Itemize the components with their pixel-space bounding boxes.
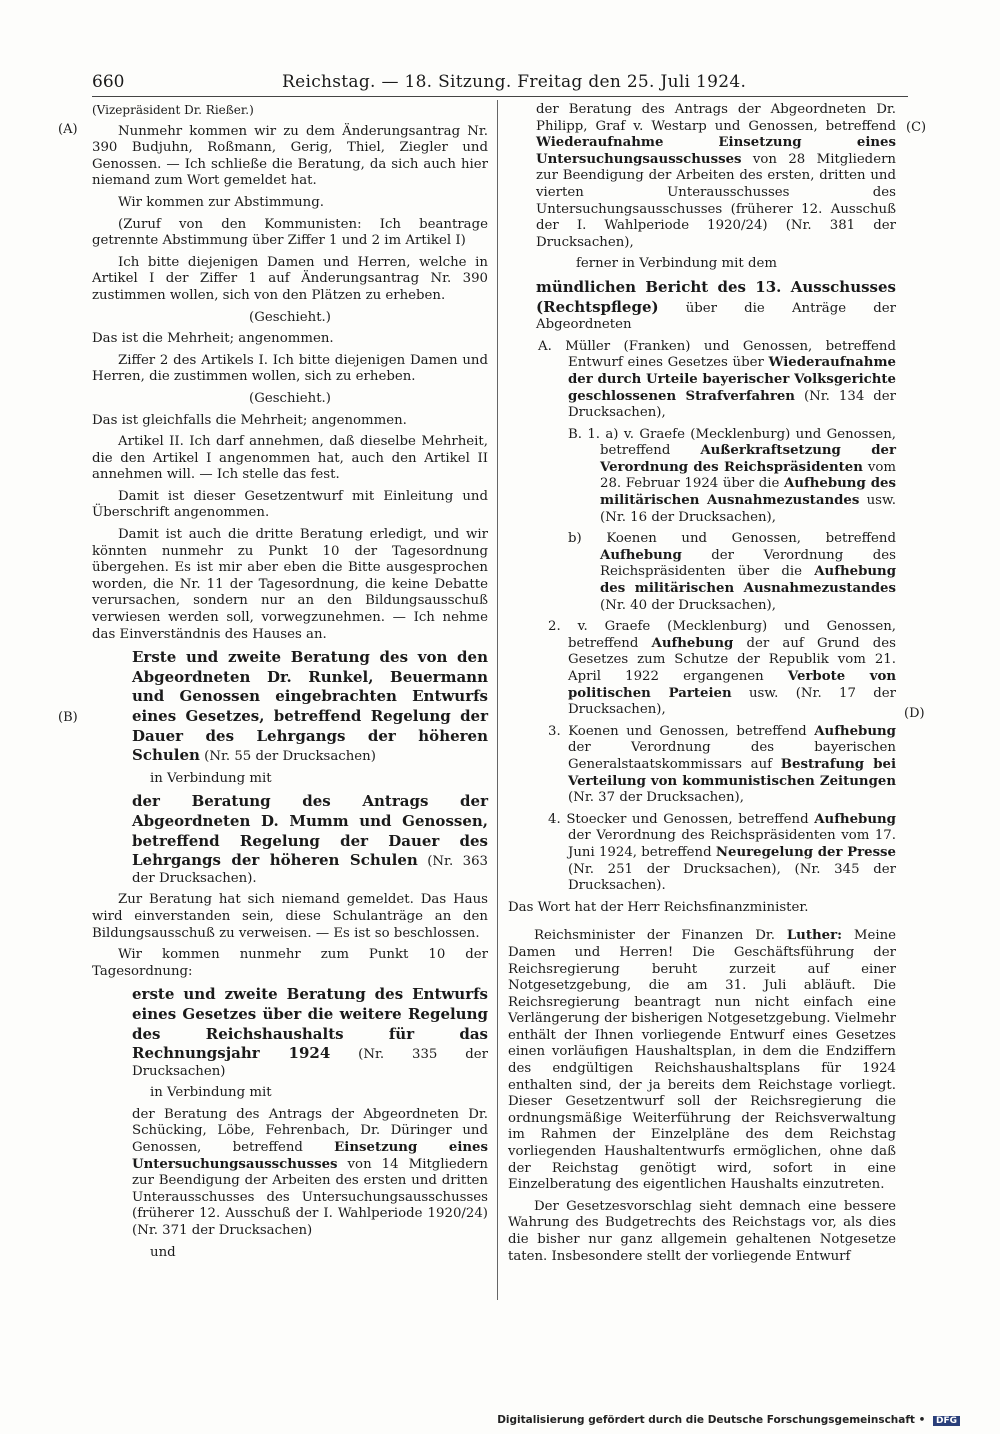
sub-item-text: der auf Grund des Gesetzes zum Schutze der Republik vom 21. April 1922 ergangenen [568,635,896,684]
sub-item-text: v. Graefe (Mecklenburg) und Genossen, betreffend [568,619,896,651]
sub-item-title: Aufhebung [651,635,734,651]
sub-item-label: 4. [548,811,561,827]
margin-marker-b: (B) [58,710,78,725]
sub-item-b4 [508,812,896,895]
stage-direction: (Geschieht.) [249,309,331,325]
agenda-item-ref: (Nr. 363 der Drucksachen). [132,854,488,886]
paragraph: Artikel II. Ich darf annehmen, daß dieselbe Mehrheit, die den Artikel I angenommen hat, auch den Artikel II annehmen will. — Ich stelle das fest. [92,434,488,483]
agenda-item-ref: (Nr. 335 der Drucksachen) [132,1047,488,1079]
sub-item-label: b) [568,531,582,547]
sub-item-title: Neuregelung der Presse [715,844,896,860]
dfg-logo: DFG [933,1416,960,1426]
sub-item-b3 [508,724,896,807]
paragraph: Zur Beratung hat sich niemand gemeldet. Das Haus wird einverstanden sein, diese Schulanträge an den Bildungsausschuß zu verweisen. — Es ist so beschlossen. [92,892,488,941]
paragraph: Das ist die Mehrheit; angenommen. [92,331,334,347]
footer-text: Digitalisierung gefördert durch die Deutsche Forschungsgemeinschaft • [497,1414,926,1426]
sub-item-text: usw. (Nr. 17 der Drucksachen), [568,685,896,718]
speaker-name: Luther: [786,928,843,944]
sub-item-title: Aufhebung [814,723,896,739]
left-column [92,102,488,1266]
margin-marker-c: (C) [906,120,927,135]
sub-item-b1b [508,531,896,614]
agenda-item-text: der Beratung des Antrags der Abgeordneten Dr. Philipp, Graf v. Westarp und Genossen, betreffend [536,102,896,134]
sub-item-text: Koenen und Genossen, betreffend [568,723,807,739]
sub-item-text: vom 28. Februar 1924 über die [600,459,896,492]
agenda-item-text: von 28 Mitgliedern zur Beendigung der Arbeiten des ersten, dritten und vierten Unterausschusses des Untersuchungsausschusses (früherer 12. Ausschuß der I. Wahlperiode 1920/24) (Nr. 381 der Drucksachen), [536,151,896,250]
sub-item-text: der Verordnung des Reichspräsidenten über die [600,547,896,580]
sub-item-text: der Verordnung des bayerischen Generalstaatskommissars auf [568,740,896,772]
column-divider [497,100,498,1300]
agenda-item-title: Einsetzung eines Untersuchungsausschusses [132,1140,488,1172]
agenda-item-title: der Beratung des Antrags der Abgeordneten D. Mumm und Genossen, betreffend Regelung der Dauer des Lehrgangs der höheren Schulen [132,792,488,870]
sub-item-title: Aufhebung des militärischen Ausnahmezustandes [600,564,896,597]
agenda-item-title: mündlichen Bericht des 13. Ausschusses (Rechtspflege) [536,277,896,316]
sub-item-b1a [508,427,896,527]
sub-item-text: der Verordnung des Reichspräsidenten vom 17. Juni 1924, betreffend [568,828,896,860]
sub-item-title: Aufhebung [814,811,896,827]
footer-credit [497,1414,960,1426]
paragraph: Ich bitte diejenigen Damen und Herren, welche in Artikel I der Ziffer 1 auf Änderungsantrag Nr. 390 zustimmen wollen, sich von den Plätzen zu erheben. [92,254,488,303]
agenda-item [536,102,896,251]
agenda-item-title: Einsetzung eines Untersuchungsausschusses [536,135,896,167]
agenda-item-text: über die Anträge der Abgeordneten [536,300,896,333]
page-header [92,72,908,94]
sub-item-text: Müller (Franken) und Genossen, betreffend Entwurf eines Gesetzes über [565,338,896,371]
sub-item-text: (Nr. 251 der Drucksachen), (Nr. 345 der Drucksachen). [568,861,896,894]
agenda-item [132,1107,488,1240]
paragraph: Nunmehr kommen wir zu dem Änderungsantrag Nr. 390 Budjuhn, Roßmann, Gerig, Thiel, Ziegler und Genossen. — Ich schließe die Beratung, da sich auch hier niemand zum Wort gemeldet hat. [92,123,488,189]
connector: in Verbindung mit [150,770,272,786]
agenda-item-ref: (Nr. 55 der Drucksachen) [204,749,376,765]
sub-item-title: Aufhebung [600,547,682,563]
speaker-intro: Reichsminister der Finanzen Dr. [534,928,775,944]
header-rule [92,96,908,97]
sub-item-title: Verbote von politischen Parteien [568,669,896,701]
agenda-item [132,648,488,766]
paragraph: Der Gesetzesvorschlag sieht demnach eine bessere Wahrung des Budgetrechts des Reichstags vor, als dies die bisher nur ganz allgemein gehaltenen Notgesetze taten. Insbesondere stellt der vorliegende Entwurf [508,1198,896,1264]
sub-item-text: Koenen und Genossen, betreffend [606,531,896,547]
connector: ferner in Verbindung mit dem [576,256,777,272]
interjection: (Zuruf von den Kommunisten: Ich beantrage getrennte Abstimmung über Ziffer 1 und 2 im Artikel I) [92,216,488,249]
paragraph: Damit ist auch die dritte Beratung erledigt, und wir könnten nunmehr zu Punkt 10 der Tagesordnung übergehen. Es ist mir aber eben die Bitte ausgesprochen worden, die Nr. 11 der Tagesordnung, die keine Debatte verursachen, sondern nur an den Bildungsausschuß verwiesen werden soll, vorwegzunehmen. — Ich nehme das Einverständnis des Hauses an. [92,527,488,642]
sub-item-label: 3. [548,723,561,739]
sub-item-b2 [508,619,896,719]
agenda-item-text: der Beratung des Antrags der Abgeordneten Dr. Schücking, Löbe, Fehrenbach, Dr. Düringer und Genossen, betreffend [132,1106,488,1156]
paragraph: Das ist gleichfalls die Mehrheit; angenommen. [92,412,407,428]
sub-item-label: 2. [548,619,561,635]
sub-item-text: (Nr. 37 der Drucksachen), [568,790,744,806]
sub-item-title: Aufhebung des militärischen Ausnahmezustandes [600,476,897,509]
margin-marker-d: (D) [904,706,925,721]
sub-item-label: B. 1. a) [568,426,619,442]
sub-item-title: Wiederaufnahme der durch Urteile bayerischer Volksgerichte geschlossenen Strafverfahren [568,355,896,404]
sub-item-a [508,339,896,422]
agenda-item [132,985,488,1080]
sub-item-text: Stoecker und Genossen, betreffend [566,811,809,827]
paragraph: Wir kommen zur Abstimmung. [118,194,324,210]
paragraph: Das Wort hat der Herr Reichsfinanzminister. [508,899,809,915]
sub-item-title: Außerkraftsetzung der Verordnung des Reichspräsidenten [600,443,896,475]
sub-item-text: usw. (Nr. 16 der Drucksachen), [600,493,896,525]
page-number: 660 [92,72,125,92]
agenda-item [536,278,896,334]
agenda-item-title: Wiederaufnahme [536,135,664,151]
right-column [508,102,896,1270]
sub-item-title: Bestrafung bei Verteilung von kommunistischen Zeitungen [568,756,896,789]
sub-item-text: (Nr. 134 der Drucksachen), [568,388,897,421]
agenda-item [132,792,488,887]
stage-direction: (Geschieht.) [249,390,331,406]
connector: in Verbindung mit [150,1085,272,1101]
paragraph: Damit ist dieser Gesetzentwurf mit Einleitung und Überschrift angenommen. [92,488,488,521]
connector: und [150,1244,176,1260]
speech-paragraph [508,928,896,1194]
margin-marker-a: (A) [58,122,78,137]
agenda-item-title: Erste und zweite Beratung des von den Abgeordneten Dr. Runkel, Beuermann und Genossen eingebrachten Entwurfs eines Gesetzes, betreffend Regelung der Dauer des Lehrgangs der höheren Schulen [132,648,488,765]
running-title: Reichstag. — 18. Sitzung. Freitag den 25. Juli 1924. [282,72,747,92]
agenda-item-title: erste und zweite Beratung des Entwurfs eines Gesetzes über die weitere Regelung des Reichshaushalts für das Rechnungsjahr 1924 [132,985,488,1063]
paragraph: Wir kommen nunmehr zum Punkt 10 der Tagesordnung: [92,947,488,979]
speech-text: Meine Damen und Herren! Die Geschäftsführung der Reichsregierung beruht zurzeit auf einer Notgesetzgebung, die am 31. Juli abläuft. Die Reichsregierung beantragt nun nicht einfach eine Verlängerung der bisherigen Notgesetzgebung. Vielmehr enthält der Ihnen vorliegende Entwurf eines Gesetzes einen vorläufigen Haushaltsplan, in dem die Endziffern des endgültigen Reichshaushaltsplans für 1924 enthalten sind, der ja bereits dem Reichstage vorliegt. Dieser Gesetzentwurf soll der Reichsregierung die ordnungsmäßige Weiterführung der Reichsverwaltung im Rahmen der Einzelpläne des dem Reichstag vorliegenden Haushaltentwurfs ermöglichen, ohne daß der Reichstag genötigt wird, sofort in eine Einzelberatung des eigentlichen Haushalts einzutreten. [508,928,897,1193]
sub-item-text: v. Graefe (Mecklenburg) und Genossen, betreffend [600,426,896,459]
agenda-item-text: von 14 Mitgliedern zur Beendigung der Arbeiten des ersten und dritten Unterausschusses des Untersuchungsausschusses (früherer 12. Ausschuß der I. Wahlperiode 1920/24) (Nr. 371 der Drucksachen) [132,1156,488,1239]
sub-item-text: (Nr. 40 der Drucksachen), [600,597,776,613]
paragraph: Ziffer 2 des Artikels I. Ich bitte diejenigen Damen und Herren, die zustimmen wollen, sich zu erheben. [92,352,488,385]
sub-item-label: A. [538,338,552,354]
speaker-tag: (Vizepräsident Dr. Rießer.) [92,103,254,117]
